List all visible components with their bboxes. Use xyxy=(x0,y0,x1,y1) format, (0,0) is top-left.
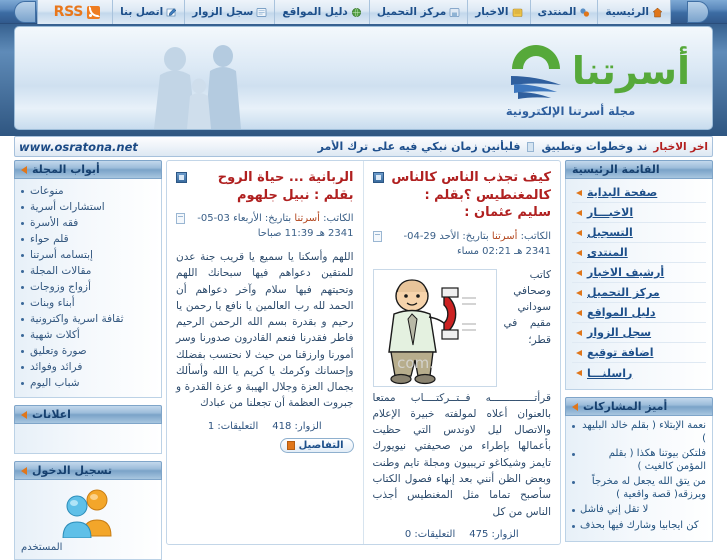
list-item[interactable] xyxy=(21,343,155,359)
article-title-row xyxy=(176,169,354,204)
best-post-label-4: لا تقل إني فاشل xyxy=(580,504,649,515)
site-header-banner xyxy=(0,24,727,136)
dot-bullet-icon xyxy=(21,254,24,257)
nav-item-contact-us[interactable] xyxy=(112,0,184,24)
article-body-text: والاتصال ليل لاوندس التي حظيت بأعمالها بإطراء من صحيفتي نيويورك تايمز وشيكاغو تريبيون ومجلة تايم وطنت وبعض الظن أنني بعد إنهاء فصول الكتاب سأصبح تماما مثل المغنطيس أجذب الناس من كل xyxy=(372,424,551,518)
ads-body xyxy=(14,424,162,454)
article-marker-icon xyxy=(373,172,384,183)
nav-label-sites-directory: دليل المواقع xyxy=(282,6,348,18)
list-item[interactable] xyxy=(21,247,155,263)
dot-bullet-icon xyxy=(21,206,24,209)
guestbook-icon xyxy=(256,7,267,18)
list-item[interactable] xyxy=(21,295,155,311)
ads-panel xyxy=(14,405,162,454)
login-username-label: المستخدم xyxy=(21,542,63,553)
details-button[interactable] xyxy=(280,438,354,453)
nav-item-home[interactable] xyxy=(597,0,670,24)
arrow-bullet-icon xyxy=(576,250,582,256)
magazine-sections-title: أبواب المجلة xyxy=(32,163,100,176)
ads-title: اعلانات xyxy=(32,408,71,421)
article-meta-prefix: الكاتب: xyxy=(323,213,354,225)
nav-item-sites-directory[interactable] xyxy=(274,0,368,24)
sidebar-label-news-archive: أرشيف الاخبار xyxy=(587,266,665,279)
nav-item-news[interactable] xyxy=(467,0,529,24)
ticker-separator-icon xyxy=(527,142,534,152)
list-item[interactable] xyxy=(21,231,155,247)
details-row xyxy=(176,438,354,453)
list-item[interactable] xyxy=(21,183,155,199)
sidebar-item-download-center[interactable] xyxy=(572,283,706,303)
section-label-3: فقه الأسرة xyxy=(30,217,79,229)
article-body-side-text: كاتب وصحافي سوداني مقيم في قطر؛ قرأتــــــــــــــه فــتــركتــــاب ممتعا بالعنوان أعلاه لمولفته خبيرة الإعلام xyxy=(372,268,551,420)
article-stats xyxy=(373,529,552,540)
sidebar-label-add-signature: اضافة توقيع xyxy=(587,346,654,359)
users-avatar-icon xyxy=(53,486,123,538)
dot-bullet-icon xyxy=(21,318,24,321)
dot-bullet-icon xyxy=(572,481,575,484)
section-label-10: أكلات شهية xyxy=(30,329,80,341)
articles-container xyxy=(166,160,561,545)
article-marker-icon xyxy=(176,172,187,183)
main-menu-panel xyxy=(565,160,713,390)
best-posts-title: أميز المشاركات xyxy=(583,400,668,413)
article-body: اللهم وأسكنا يا سميع يا قريب جنة عدن للمتقين دعواهم فيها سبحانك اللهم وتحيتهم فيها سلام وآخر دعواهم أن الحمد لله رب العالمين يا نافع يا رحمن يا رحيم و بقدرة بسم الله الرحمن الرحيم فاطر فقدرنا فنعم القادرون صدورنا وسر أمورنا وارزقنا من حيث لا نحتسب بفضلك وإحسانك وكرمك يا كريم يا الله وأسألك بجمال العزة وجلال الهيبة و عزة القدرة و جبروت العظمة أن تجعلنا من عبادك xyxy=(176,251,354,410)
nav-label-forum: المنتدى xyxy=(537,6,577,18)
best-posts-body xyxy=(565,416,713,542)
ads-header xyxy=(14,405,162,424)
article-comments-label: التعليقات: xyxy=(414,528,456,540)
arrow-bullet-icon xyxy=(572,403,578,411)
dot-bullet-icon xyxy=(572,509,575,512)
section-label-11: صورة وتعليق xyxy=(30,345,87,357)
best-post-label-3: من يتق الله يجعل له مخرجاً ويرزقه( قصة واقعية ) xyxy=(591,476,706,500)
section-label-12: فرائد وفوائد xyxy=(30,361,83,373)
dot-bullet-icon xyxy=(21,366,24,369)
details-button-label: التفاصيل xyxy=(298,439,344,451)
list-item[interactable] xyxy=(572,420,706,445)
login-panel xyxy=(14,461,162,560)
list-item[interactable] xyxy=(572,476,706,501)
forum-icon xyxy=(579,7,590,18)
article-date: بتاريخ: الأحد 29-04-2341 هـ 02:21 مساء xyxy=(403,230,551,257)
arrow-bullet-icon xyxy=(21,467,27,475)
sidebar-label-home: صفحة البداية xyxy=(587,186,658,199)
logo-arc-mark-icon xyxy=(506,43,566,99)
article-comments-value: 0 xyxy=(404,528,412,540)
article-author[interactable]: أسرتنا xyxy=(491,230,518,242)
dot-bullet-icon xyxy=(21,238,24,241)
sidebar-item-register[interactable] xyxy=(572,223,706,243)
list-item[interactable] xyxy=(21,215,155,231)
magazine-sections-body xyxy=(14,179,162,398)
sidebar-item-home[interactable] xyxy=(572,183,706,203)
header-plate xyxy=(14,26,713,130)
logo-wordmark: أسرتنا xyxy=(571,49,690,93)
article-views-group xyxy=(272,421,321,432)
sidebar-item-sites-directory[interactable] xyxy=(572,303,706,323)
contact-icon xyxy=(166,7,177,18)
best-posts-header xyxy=(565,397,713,416)
main-content xyxy=(166,160,561,545)
list-item[interactable] xyxy=(21,199,155,215)
magazine-sections-header xyxy=(14,160,162,179)
list-item[interactable] xyxy=(21,311,155,327)
sidebar-item-forum[interactable] xyxy=(572,243,706,263)
arrow-bullet-icon xyxy=(21,166,27,174)
sidebar-item-news[interactable] xyxy=(572,203,706,223)
best-post-label-1: نعمة الإبتلاء ( بقلم خالد البليهد ) xyxy=(582,420,706,444)
main-menu-body xyxy=(565,179,713,390)
list-item[interactable] xyxy=(572,520,706,533)
article-comments-label: التعليقات: xyxy=(217,420,259,432)
news-ticker-wrapper xyxy=(0,136,727,160)
dot-bullet-icon xyxy=(21,286,24,289)
dot-bullet-icon xyxy=(572,453,575,456)
article-title-row xyxy=(373,169,552,222)
nav-item-forum[interactable] xyxy=(530,0,598,24)
dot-bullet-icon xyxy=(21,334,24,337)
best-post-label-5: كن ايجابيا وشارك فيها بحذف xyxy=(580,519,699,531)
article-card-rabbaniyya xyxy=(167,161,364,544)
ticker-label: اخر الاخبار xyxy=(653,140,708,153)
list-item[interactable] xyxy=(21,375,155,391)
article-author[interactable]: أسرتنا xyxy=(294,213,320,225)
ticker-site-url: www.osratona.net xyxy=(19,139,138,154)
arrow-bullet-icon xyxy=(576,370,582,376)
login-username-row xyxy=(21,542,155,553)
article-views-group xyxy=(469,529,518,540)
nav-label-download-center: مركز التحميل xyxy=(376,6,447,18)
nav-cap-right-decoration xyxy=(687,1,709,23)
article-meta xyxy=(386,229,552,259)
top-nav-items xyxy=(37,0,671,24)
article-meta-row xyxy=(373,229,552,259)
section-label-4: قلم حواء xyxy=(30,233,69,245)
document-icon xyxy=(176,213,185,224)
page-body xyxy=(0,160,727,553)
arrow-bullet-icon xyxy=(576,210,582,216)
globe-icon xyxy=(351,7,362,18)
main-menu-header xyxy=(565,160,713,179)
sidebar-item-contact[interactable] xyxy=(572,363,706,383)
dot-bullet-icon xyxy=(21,302,24,305)
sidebar-item-news-archive[interactable] xyxy=(572,263,706,283)
article-views-label: الزوار: xyxy=(491,528,519,540)
article-figure-magnet xyxy=(373,269,497,387)
article-views-label: الزوار: xyxy=(294,420,322,432)
main-menu-title: القائمة الرئيسية xyxy=(572,163,660,176)
login-body xyxy=(14,480,162,560)
list-item[interactable] xyxy=(21,359,155,375)
family-silhouette-image xyxy=(115,29,300,129)
arrow-bullet-icon xyxy=(576,270,582,276)
list-item[interactable] xyxy=(21,327,155,343)
nav-item-guestbook[interactable] xyxy=(184,0,274,24)
nav-label-news: الاخبار xyxy=(475,6,509,18)
article-date: بتاريخ: الأربعاء 03-05-2341 هـ 11:39 صباحا xyxy=(197,213,354,240)
arrow-bullet-icon xyxy=(576,310,582,316)
section-label-6: مقالات المجلة xyxy=(30,265,92,277)
download-icon xyxy=(449,7,460,18)
arrow-bullet-icon xyxy=(576,190,582,196)
article-card-magnet xyxy=(364,161,561,544)
ticker-text-primary: ند وخطوات وتطبيق xyxy=(541,140,648,153)
sidebar-label-download-center: مركز التحميل xyxy=(587,286,660,299)
arrow-bullet-icon xyxy=(576,330,582,336)
sidebar-label-forum: المنتدى xyxy=(587,246,628,259)
list-item[interactable] xyxy=(21,263,155,279)
article-stats xyxy=(176,421,354,432)
rss-button[interactable] xyxy=(38,0,112,24)
logo-row xyxy=(506,43,690,99)
magazine-sections-panel xyxy=(14,160,162,398)
magazine-sections-list xyxy=(21,183,155,391)
details-marker-icon xyxy=(287,441,295,450)
dot-bullet-icon xyxy=(21,350,24,353)
best-posts-panel xyxy=(565,397,713,542)
site-logo[interactable] xyxy=(506,43,690,118)
ticker-content[interactable] xyxy=(144,140,647,153)
right-sidebar xyxy=(565,160,713,545)
section-label-13: شباب اليوم xyxy=(30,377,80,389)
main-menu-list xyxy=(572,183,706,383)
list-item[interactable] xyxy=(21,279,155,295)
rss-icon xyxy=(87,6,100,19)
article-title[interactable]: الربانية ... حياة الروح بقلم : نبيل جلهوم xyxy=(217,170,354,203)
home-icon xyxy=(652,7,663,18)
sidebar-label-guestbook: سجل الزوار xyxy=(587,326,652,339)
article-meta-row xyxy=(176,211,354,241)
sidebar-item-guestbook[interactable] xyxy=(572,323,706,343)
nav-label-guestbook: سجل الزوار xyxy=(192,6,254,18)
logo-subtitle: مجلة أسرتنا الإلكترونية xyxy=(505,104,636,118)
dot-bullet-icon xyxy=(572,425,575,428)
article-body xyxy=(373,267,552,520)
arrow-bullet-icon xyxy=(576,230,582,236)
nav-item-download-center[interactable] xyxy=(369,0,467,24)
section-label-5: إبتسامه أسرتنا xyxy=(30,249,93,261)
nav-label-home: الرئيسية xyxy=(605,6,649,18)
list-item[interactable] xyxy=(572,448,706,473)
article-comments-value: 1 xyxy=(207,420,215,432)
article-comments-group xyxy=(405,529,455,540)
best-posts-list xyxy=(572,420,706,532)
article-comments-group xyxy=(208,421,258,432)
dot-bullet-icon xyxy=(21,222,24,225)
top-navigation-bar xyxy=(0,0,727,24)
section-label-9: ثقافة اسرية واكترونية xyxy=(30,313,124,325)
section-label-1: منوعات xyxy=(30,185,64,197)
login-header xyxy=(14,461,162,480)
ticker-headline: فلبأنين زمان نبكي فيه على ترك الأمر xyxy=(317,140,521,153)
top-nav-inner xyxy=(14,0,709,24)
arrow-bullet-icon xyxy=(576,350,582,356)
arrow-bullet-icon xyxy=(576,290,582,296)
sidebar-label-contact: راسلنـــا xyxy=(587,366,633,380)
sidebar-label-news: الاخبـــار xyxy=(587,206,634,219)
dot-bullet-icon xyxy=(21,190,24,193)
arrow-bullet-icon xyxy=(21,411,27,419)
dot-bullet-icon xyxy=(21,270,24,273)
nav-cap-left-decoration xyxy=(14,1,36,23)
login-title: تسجيل الدخول xyxy=(32,464,113,477)
document-icon xyxy=(373,231,382,242)
rss-label: RSS xyxy=(53,4,84,20)
left-sidebar xyxy=(14,160,162,553)
news-icon xyxy=(512,7,523,18)
svg-text:.com: .com xyxy=(396,353,434,372)
article-meta xyxy=(189,211,354,241)
section-label-8: أبناء وبنات xyxy=(30,297,75,309)
sidebar-label-register: التسجيل xyxy=(587,226,633,239)
article-title[interactable]: كيف تجذب الناس كالناس كالمغنطيس ؟بقلم : سليم عثمان : xyxy=(391,170,551,221)
dot-bullet-icon xyxy=(572,525,575,528)
sidebar-label-sites-directory: دليل المواقع xyxy=(587,306,656,319)
dot-bullet-icon xyxy=(21,382,24,385)
article-meta-prefix: الكاتب: xyxy=(520,230,551,242)
section-label-7: أزواج وزوجات xyxy=(30,281,91,293)
best-post-label-2: فلتكن بيوتنا هكذا ( بقلم المؤمن كالغيث ) xyxy=(608,448,706,472)
article-views-value: 418 xyxy=(272,420,292,432)
list-item[interactable] xyxy=(572,504,706,517)
article-views-value: 475 xyxy=(469,528,489,540)
news-ticker[interactable] xyxy=(14,136,713,157)
section-label-2: استشارات أسرية xyxy=(30,201,105,213)
nav-label-contact-us: اتصل بنا xyxy=(120,6,164,18)
sidebar-item-add-signature[interactable] xyxy=(572,343,706,363)
